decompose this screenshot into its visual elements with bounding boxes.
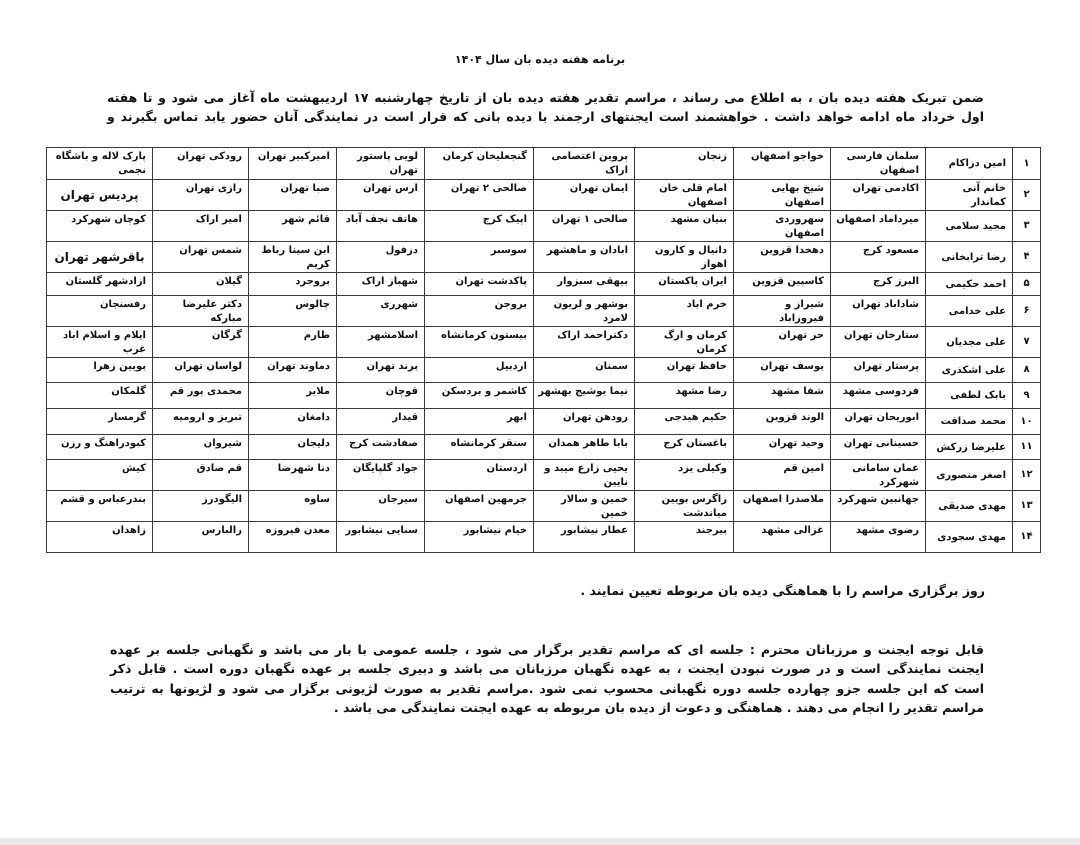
agency-location-cell: گرمسار — [47, 409, 153, 435]
agency-location-cell: کرمان و ارگ کرمان — [635, 327, 734, 358]
agency-location-cell: بنیان مشهد — [635, 211, 734, 242]
agency-location-cell: شیراز و فیروزاباد — [734, 296, 831, 327]
agency-location-cell: عطار نیشابور — [534, 522, 635, 553]
agency-location-cell: زاهدان — [47, 522, 153, 553]
agency-location-cell: نیما یوشیج بهشهر — [534, 383, 635, 409]
agency-location-cell: بیرجند — [635, 522, 734, 553]
agency-location-cell: محمدی پور قم — [153, 383, 249, 409]
row-number: ۴ — [1013, 242, 1041, 273]
row-number: ۹ — [1013, 383, 1041, 409]
row-number: ۵ — [1013, 273, 1041, 296]
agency-location-cell: امام قلی خان اصفهان — [635, 180, 734, 211]
row-number: ۱۲ — [1013, 460, 1041, 491]
row-number: ۸ — [1013, 358, 1041, 383]
row-number: ۱ — [1013, 148, 1041, 180]
agency-location-cell: الوند قزوین — [734, 409, 831, 435]
agency-location-cell: ایلام و اسلام اباد غرب — [47, 327, 153, 358]
row-number: ۱۱ — [1013, 435, 1041, 460]
agency-location-cell: گرگان — [153, 327, 249, 358]
agency-location-cell: اردبیل — [425, 358, 534, 383]
agency-location-cell: جرمهین اصفهان — [425, 491, 534, 522]
agency-location-cell: امیر اراک — [153, 211, 249, 242]
agency-location-cell: دزفول — [337, 242, 425, 273]
agency-location-cell: شاداباد تهران — [831, 296, 926, 327]
agency-location-cell: رودهن تهران — [534, 409, 635, 435]
agency-location-cell: معدن فیروزه — [249, 522, 337, 553]
agency-location-cell: سوسبر — [425, 242, 534, 273]
agency-location-cell: خرم اباد — [635, 296, 734, 327]
watcher-name: علی خدامی — [926, 296, 1013, 327]
intro-paragraph — [107, 88, 984, 126]
schedule-body — [47, 148, 1041, 553]
agency-location-cell: خیام نیشابور — [425, 522, 534, 553]
agency-location-cell: جواد گلپایگان — [337, 460, 425, 491]
agency-location-cell: خواجو اصفهان — [734, 148, 831, 180]
agency-location-cell: ازادشهر گلستان — [47, 273, 153, 296]
notice-line: مراسم تقدیر را انجام می دهند . هماهنگی و دعوت از دیده بان مربوطه به عهده ایجنت نمایندگی می باشد . — [333, 700, 984, 716]
watcher-name: علیرضا زرکش — [926, 435, 1013, 460]
agency-location-cell: گلمکان — [47, 383, 153, 409]
agency-location-cell: بیستون کرمانشاه — [425, 327, 534, 358]
agency-location-cell: سهروردی اصفهان — [734, 211, 831, 242]
agency-location-cell: الیگودرز — [153, 491, 249, 522]
page-title: برنامه هفته دیده بان سال ۱۴۰۴ — [454, 53, 626, 66]
agency-location-cell: لواسان تهران — [153, 358, 249, 383]
watcher-name: امین دزاکام — [926, 148, 1013, 180]
agency-location-cell: سلمان فارسی اصفهان — [831, 148, 926, 180]
watcher-name: مجید سلامی — [926, 211, 1013, 242]
agency-location-cell: باقرشهر تهران — [47, 242, 153, 273]
schedule-row — [47, 242, 1041, 273]
agency-location-cell: قوچان — [337, 383, 425, 409]
agency-location-cell: بوشهر و لریون لامرد — [534, 296, 635, 327]
agency-location-cell: ابهر — [425, 409, 534, 435]
row-number: ۳ — [1013, 211, 1041, 242]
agency-location-cell: سمنان — [534, 358, 635, 383]
agency-location-cell: ساوه — [249, 491, 337, 522]
agency-location-cell: ستارخان تهران — [831, 327, 926, 358]
agency-location-cell: کاسپین قزوین — [734, 273, 831, 296]
agency-location-cell: زنجان — [635, 148, 734, 180]
agency-location-cell: رضا مشهد — [635, 383, 734, 409]
agency-location-cell: یحیی زارع میبد و نایین — [534, 460, 635, 491]
agency-location-cell: ایران پاکستان — [635, 273, 734, 296]
agency-location-cell: پارک لاله و باشگاه نجمی — [47, 148, 153, 180]
agency-location-cell: اسلامشهر — [337, 327, 425, 358]
agency-location-cell: پاکدشت تهران — [425, 273, 534, 296]
agency-location-cell: بروجرد — [249, 273, 337, 296]
agency-location-cell: وحید تهران — [734, 435, 831, 460]
watcher-schedule-table — [46, 147, 1041, 553]
agency-location-cell: مسعود کرج — [831, 242, 926, 273]
agency-location-cell: شمس تهران — [153, 242, 249, 273]
agency-location-cell: حر تهران — [734, 327, 831, 358]
watcher-name: بابک لطفی — [926, 383, 1013, 409]
agency-location-cell: صبا تهران — [249, 180, 337, 211]
agency-location-cell: لویی پاستور تهران — [337, 148, 425, 180]
agency-location-cell: ایمان تهران — [534, 180, 635, 211]
agency-location-cell: زاگرس بویین میاندشت — [635, 491, 734, 522]
watcher-name: علی اشکذری — [926, 358, 1013, 383]
schedule-row — [47, 296, 1041, 327]
agency-location-cell: بندرعباس و قشم — [47, 491, 153, 522]
intro-line: ضمن تبریک هفته دیده بان ، به اطلاع می رساند ، مراسم تقدیر هفته دیده بان از تاریخ چهارشنبه ۱۷ اردیبهشت ماه آغاز می شود و تا هفته — [107, 90, 985, 105]
schedule-row — [47, 211, 1041, 242]
watcher-name: محمد صداقت — [926, 409, 1013, 435]
agency-location-cell: دنا شهرضا — [249, 460, 337, 491]
schedule-row — [47, 148, 1041, 180]
row-number: ۱۰ — [1013, 409, 1041, 435]
agency-location-cell: صالحی ۲ تهران — [425, 180, 534, 211]
schedule-row — [47, 522, 1041, 553]
schedule-row — [47, 491, 1041, 522]
agency-location-cell: میرداماد اصفهان — [831, 211, 926, 242]
agency-location-cell: سیرجان — [337, 491, 425, 522]
row-number: ۱۴ — [1013, 522, 1041, 553]
agency-location-cell: صفادشت کرج — [337, 435, 425, 460]
agency-location-cell: کبودراهنگ و رزن — [47, 435, 153, 460]
watcher-name: خانم آنی کماندار — [926, 180, 1013, 211]
agency-location-cell: حکیم هیدجی — [635, 409, 734, 435]
agency-location-cell: دکتراحمد اراک — [534, 327, 635, 358]
agency-location-cell: عمان سامانی شهرکرد — [831, 460, 926, 491]
agency-location-cell: ملایر — [249, 383, 337, 409]
bottom-edge-bar — [0, 838, 1080, 845]
agency-location-cell: جهانبین شهرکرد — [831, 491, 926, 522]
agency-location-cell: برند تهران — [337, 358, 425, 383]
agency-location-cell: رالبارس — [153, 522, 249, 553]
notice-line: است که این جلسه جزو چهارده جلسه دوره نگهبانی محسوب نمی شود .مراسم تقدیر به صورت لژیونی برگزار می شود و لژیونها به ترتیب — [110, 680, 984, 696]
agency-location-cell: قائم شهر — [249, 211, 337, 242]
agency-location-cell: گیلان — [153, 273, 249, 296]
agency-location-cell: امیرکبیر تهران — [249, 148, 337, 180]
agency-location-cell: قم صادق — [153, 460, 249, 491]
agency-location-cell: شیروان — [153, 435, 249, 460]
schedule-row — [47, 273, 1041, 296]
agency-location-cell: حسینانی تهران — [831, 435, 926, 460]
agency-location-cell: پروین اعتصامی اراک — [534, 148, 635, 180]
agency-location-cell: شیخ بهایی اصفهان — [734, 180, 831, 211]
agency-location-cell: رفسنجان — [47, 296, 153, 327]
intro-line: اول خرداد ماه ادامه خواهد داشت . خواهشمند است ایجنتهای ارجمند با دیده بانی که قرار است در نمایندگی آنان حضور یابد تماس بگیرند و — [107, 109, 984, 124]
agency-location-cell: ابوریحان تهران — [831, 409, 926, 435]
agency-location-cell: ملاصدرا اصفهان — [734, 491, 831, 522]
agency-location-cell: باغستان کرج — [635, 435, 734, 460]
row-number: ۷ — [1013, 327, 1041, 358]
agency-location-cell: غزالی مشهد — [734, 522, 831, 553]
watcher-name: احمد حکیمی — [926, 273, 1013, 296]
agency-location-cell: ابادان و ماهشهر — [534, 242, 635, 273]
agency-location-cell: دکتر علیرضا مبارکه — [153, 296, 249, 327]
agency-location-cell: شفا مشهد — [734, 383, 831, 409]
agency-location-cell: دماوند تهران — [249, 358, 337, 383]
watcher-name: اصغر منصوری — [926, 460, 1013, 491]
notice-paragraph — [110, 640, 984, 718]
agency-location-cell: حافظ تهران — [635, 358, 734, 383]
agency-location-cell: دهخدا قزوین — [734, 242, 831, 273]
notice-line: ایجنت نمایندگی است و در صورت نبودن ایجنت ، به عهده نگهبان مرزبانان می باشد و دبیری جلسه بر عهده نگهبان دوره است . قابل ذکر — [110, 661, 984, 677]
agency-location-cell: رازی تهران — [153, 180, 249, 211]
agency-location-cell: اکادمی تهران — [831, 180, 926, 211]
agency-location-cell: فردوسی مشهد — [831, 383, 926, 409]
agency-location-cell: چالوس — [249, 296, 337, 327]
agency-location-cell: اردستان — [425, 460, 534, 491]
agency-location-cell: امین قم — [734, 460, 831, 491]
agency-location-cell: دامغان — [249, 409, 337, 435]
agency-location-cell: کاشمر و بردسکن — [425, 383, 534, 409]
agency-location-cell: طارم — [249, 327, 337, 358]
agency-location-cell: کیش — [47, 460, 153, 491]
agency-location-cell: هاتف نجف آباد — [337, 211, 425, 242]
agency-location-cell: خمین و سالار خمین — [534, 491, 635, 522]
agency-location-cell: اپیک کرج — [425, 211, 534, 242]
agency-location-cell: سنایی نیشابور — [337, 522, 425, 553]
agency-location-cell: یوسف تهران — [734, 358, 831, 383]
agency-location-cell: سنقر کرمانشاه — [425, 435, 534, 460]
agency-location-cell: البرز کرج — [831, 273, 926, 296]
schedule-row — [47, 180, 1041, 211]
schedule-row — [47, 358, 1041, 383]
agency-location-cell: صالحی ۱ تهران — [534, 211, 635, 242]
agency-location-cell: رضوی مشهد — [831, 522, 926, 553]
schedule-row — [47, 409, 1041, 435]
agency-location-cell: دانیال و کارون اهواز — [635, 242, 734, 273]
closing-note: روز برگزاری مراسم را با هماهنگی دیده بان مربوطه تعیین نمایند . — [580, 583, 985, 598]
agency-location-cell: پرستار تهران — [831, 358, 926, 383]
agency-location-cell: بروجن — [425, 296, 534, 327]
agency-location-cell: کوچان شهرکرد — [47, 211, 153, 242]
watcher-name: مهدی سجودی — [926, 522, 1013, 553]
watcher-name: رضا ترابخانی — [926, 242, 1013, 273]
agency-location-cell: ارس تهران — [337, 180, 425, 211]
schedule-row — [47, 435, 1041, 460]
agency-location-cell: بابا طاهر همدان — [534, 435, 635, 460]
agency-location-cell: شهباز اراک — [337, 273, 425, 296]
agency-location-cell: بویین زهرا — [47, 358, 153, 383]
agency-location-cell: گنجعلیخان کرمان — [425, 148, 534, 180]
watcher-name: علی مجدیان — [926, 327, 1013, 358]
row-number: ۲ — [1013, 180, 1041, 211]
agency-location-cell: ابن سینا رباط کریم — [249, 242, 337, 273]
schedule-row — [47, 327, 1041, 358]
agency-location-cell: دلیجان — [249, 435, 337, 460]
agency-location-cell: قیدار — [337, 409, 425, 435]
row-number: ۱۳ — [1013, 491, 1041, 522]
schedule-row — [47, 383, 1041, 409]
watcher-name: مهدی صدیقی — [926, 491, 1013, 522]
agency-location-cell: بیهقی سبزوار — [534, 273, 635, 296]
row-number: ۶ — [1013, 296, 1041, 327]
agency-location-cell: شهرری — [337, 296, 425, 327]
agency-location-cell: وکیلی یزد — [635, 460, 734, 491]
agency-location-cell: پردیس تهران — [47, 180, 153, 211]
schedule-row — [47, 460, 1041, 491]
notice-line: قابل توجه ایجنت و مرزبانان محترم : جلسه ای که مراسم تقدیر برگزار می شود ، جلسه عمومی با بار می باشد و نگهبانی جلسه بر عهده — [110, 642, 984, 657]
agency-location-cell: تبریز و ارومیه — [153, 409, 249, 435]
agency-location-cell: رودکی تهران — [153, 148, 249, 180]
